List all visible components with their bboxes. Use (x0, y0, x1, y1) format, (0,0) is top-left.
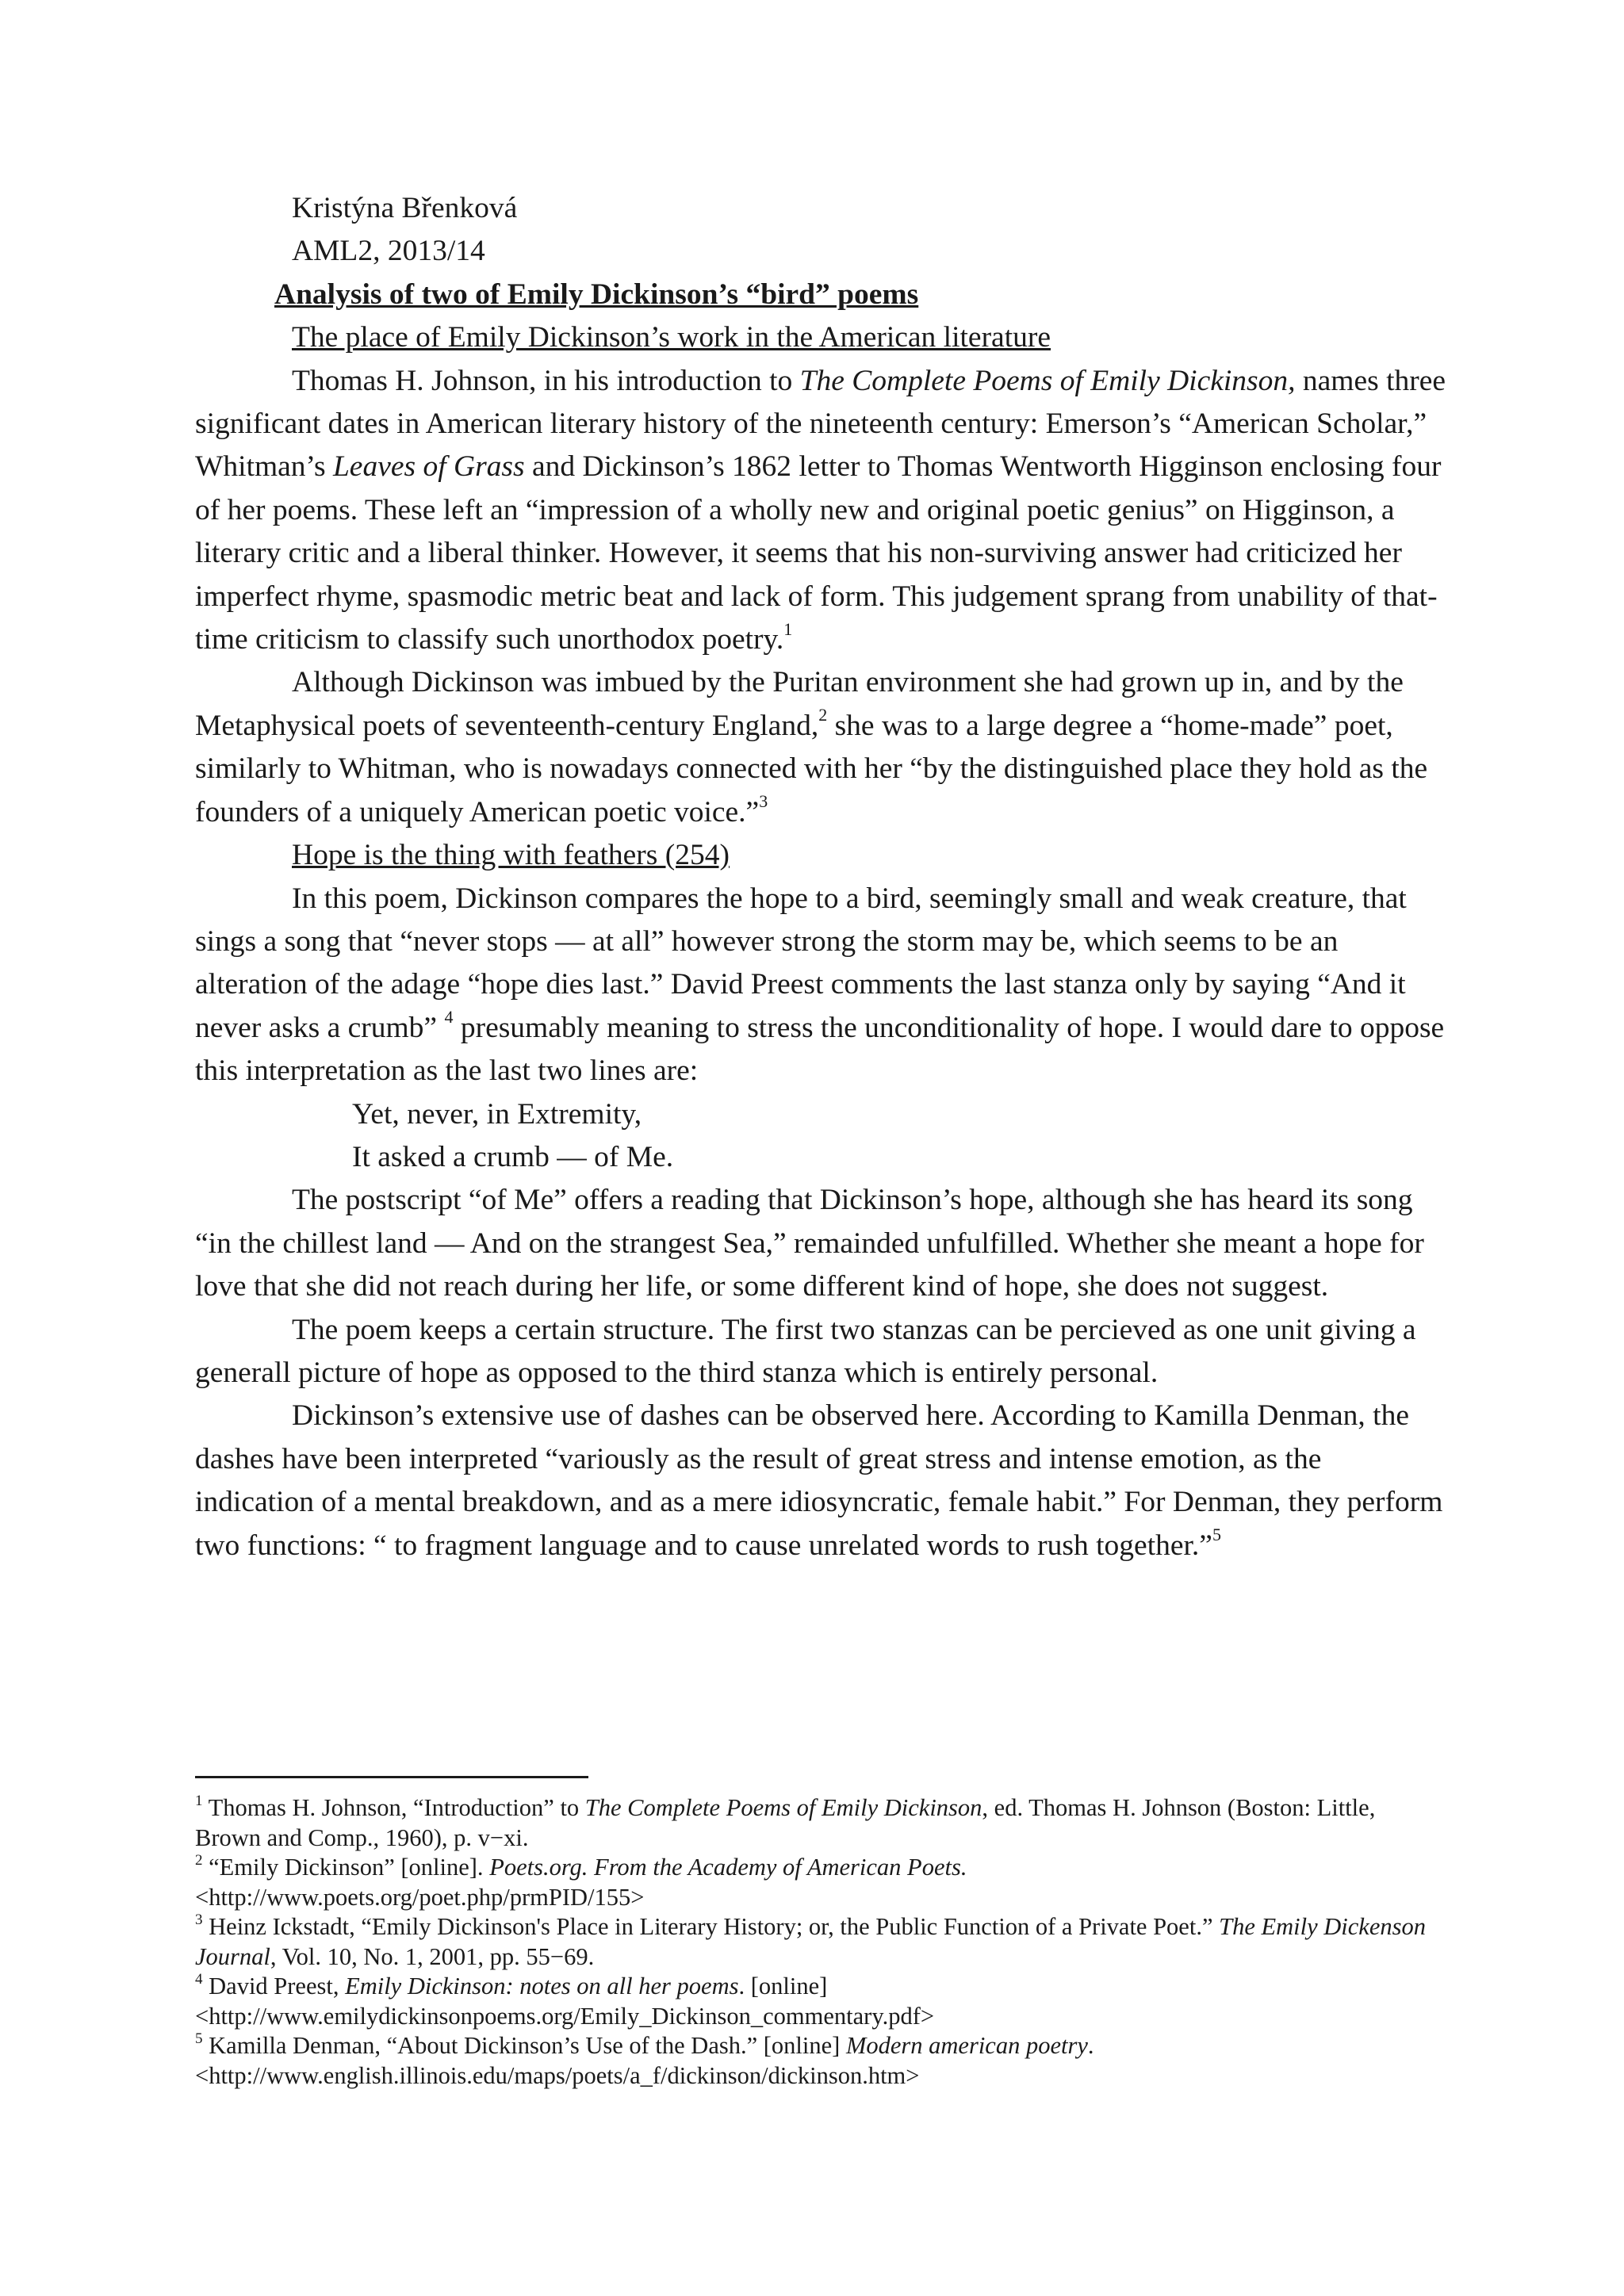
footnote-title: Emily Dickinson: notes on all her poems (345, 1973, 739, 1999)
footnote-text: Heinz Ickstadt, “Emily Dickinson's Place in Literary History; or, the Public Function of a Private Poet.” (202, 1913, 1220, 1940)
footnotes (195, 1793, 1446, 2091)
footnote-separator (195, 1776, 588, 1778)
footnote-ref-1: 1 (783, 618, 793, 639)
paragraph-text: names three significant dates in American literary history of the nineteenth century: Emerson’s “American Scholar,” Whitman’s (195, 364, 1446, 484)
footnote-title: Modern american poetry (845, 2032, 1088, 2059)
section-heading-literature: The place of Emily Dickinson’s work in the American literature (292, 321, 1051, 354)
author-name: Kristýna Břenková (292, 192, 518, 224)
footnote-title: The Emily Dickenson Journal (195, 1913, 1426, 1970)
footnote-text: , Vol. 10, No. 1, 2001, pp. 55−69. (270, 1942, 595, 1970)
paragraph-text: Thomas H. Johnson, in his introduction to (292, 364, 800, 397)
paragraph-dashes (195, 1395, 1446, 1567)
footnote-ref-3: 3 (759, 791, 768, 812)
paragraph-hope-bird (195, 878, 1446, 1093)
poem-quote-line: It asked a crumb — of Me. (352, 1140, 674, 1173)
footnote-number: 4 (195, 1970, 203, 1988)
footnote-title: The Complete Poems of Emily Dickinson (584, 1794, 982, 1821)
section-heading-hope: Hope is the thing with feathers (254) (292, 839, 730, 872)
footnote-ref-2: 2 (818, 705, 828, 725)
essay-body (195, 187, 1446, 1567)
paragraph-text: Although Dickinson was imbued by the Puritan environment she had grown up in, and by the Metaphysical poets of seventeenth-century England, (195, 666, 1404, 742)
footnote-ref-4: 4 (444, 1007, 454, 1027)
footnote-number: 3 (195, 1911, 203, 1928)
footnote (195, 1912, 1446, 1972)
work-title: Leaves of Grass (332, 450, 525, 484)
paragraph-puritan (195, 661, 1446, 834)
work-title: The Complete Poems of Emily Dickinson, (799, 364, 1296, 397)
footnote-text: . [online] (738, 1973, 828, 1999)
page-title: Analysis of two of Emily Dickinson’s “bird” poems (274, 277, 919, 311)
footnote-number: 5 (195, 2030, 203, 2047)
footnote-text: Thomas H. Johnson, “Introduction” to (202, 1794, 585, 1821)
paragraph-text: and Dickinson’s 1862 letter to Thomas Wentworth Higginson enclosing four of her poems. These left an “impression of a wholly new and original poetic genius” on Higginson, a literary critic and a liberal thinker. However, it seems that his non-surviving answer had criticized her imperfect rhyme, spasmodic metric beat and lack of form. This judgement sprang from unability of that-time criticism to classify such unorthodox poetry. (195, 450, 1442, 656)
footnote (195, 2031, 1446, 2091)
paragraph-postscript: The postscript “of Me” offers a reading that Dickinson’s hope, although she has heard its song “in the chillest land — And on the strangest Sea,” remainded unfulfilled. Whether she meant a hope for love that she did not reach during her life, or some different kind of hope, she does not suggest. (195, 1184, 1424, 1303)
footnote-link: <http://www.emilydickinsonpoems.org/Emily_Dickinson_commentary.pdf> (195, 2002, 935, 2030)
footnote (195, 1793, 1446, 1853)
paragraph-johnson (195, 360, 1446, 662)
footnote-text: “Emily Dickinson” [online]. (202, 1854, 490, 1881)
paragraph-text: presumably meaning to stress the unconditionality of hope. I would dare to oppose this interpretation as the last two lines are: (195, 1011, 1445, 1088)
paragraph-text: Dickinson’s extensive use of dashes can be observed here. According to Kamilla Denman, the dashes have been interpreted “variously as the result of great stress and intense emotion, as the indication of a mental breakdown, and as a mere idiosyncratic, female habit.” For Denman, they perform two functions: “ to fragment language and to cause unrelated words to rush together.” (195, 1399, 1443, 1562)
footnote-title: Poets.org. From the Academy of American Poets. (489, 1854, 967, 1881)
footnote-link: <http://www.english.illinois.edu/maps/poets/a_f/dickinson/dickinson.htm> (195, 2061, 920, 2089)
poem-quote-line: Yet, never, in Extremity, (352, 1097, 642, 1131)
footnote (195, 1853, 1446, 1912)
footnote-text: . (1087, 2032, 1094, 2059)
paragraph-structure: The poem keeps a certain structure. The first two stanzas can be percieved as one unit giving a generall picture of hope as opposed to the third stanza which is entirely personal. (195, 1313, 1416, 1389)
footnote-ref-5: 5 (1212, 1525, 1221, 1545)
paragraph-text: she was to a large degree a “home-made” poet, similarly to Whitman, who is nowadays connected with her “by the distinguished place they hold as the founders of a uniquely American poetic voice.” (195, 709, 1428, 828)
footnote-text: , ed. Thomas H. Johnson (Boston: Little, Brown and Comp., 1960), p. v−xi. (195, 1794, 1376, 1851)
footnote-text: David Preest, (202, 1973, 346, 1999)
footnote-link: <http://www.poets.org/poet.php/prmPID/155> (195, 1883, 645, 1911)
footnote (195, 1972, 1446, 2031)
footnote-number: 1 (195, 1792, 203, 1809)
paragraph-text: In this poem, Dickinson compares the hope to a bird, seemingly small and weak creature, that sings a song that “never stops — at all” however strong the storm may be, which seems to be an alteration of the adage “hope dies last.” David Preest comments the last stanza only by saying “And it never asks a crumb” (195, 882, 1407, 1044)
footnote-text: Kamilla Denman, “About Dickinson’s Use of the Dash.” [online] (202, 2032, 846, 2059)
course-info: AML2, 2013/14 (292, 235, 485, 268)
footnote-number: 2 (195, 1851, 203, 1869)
